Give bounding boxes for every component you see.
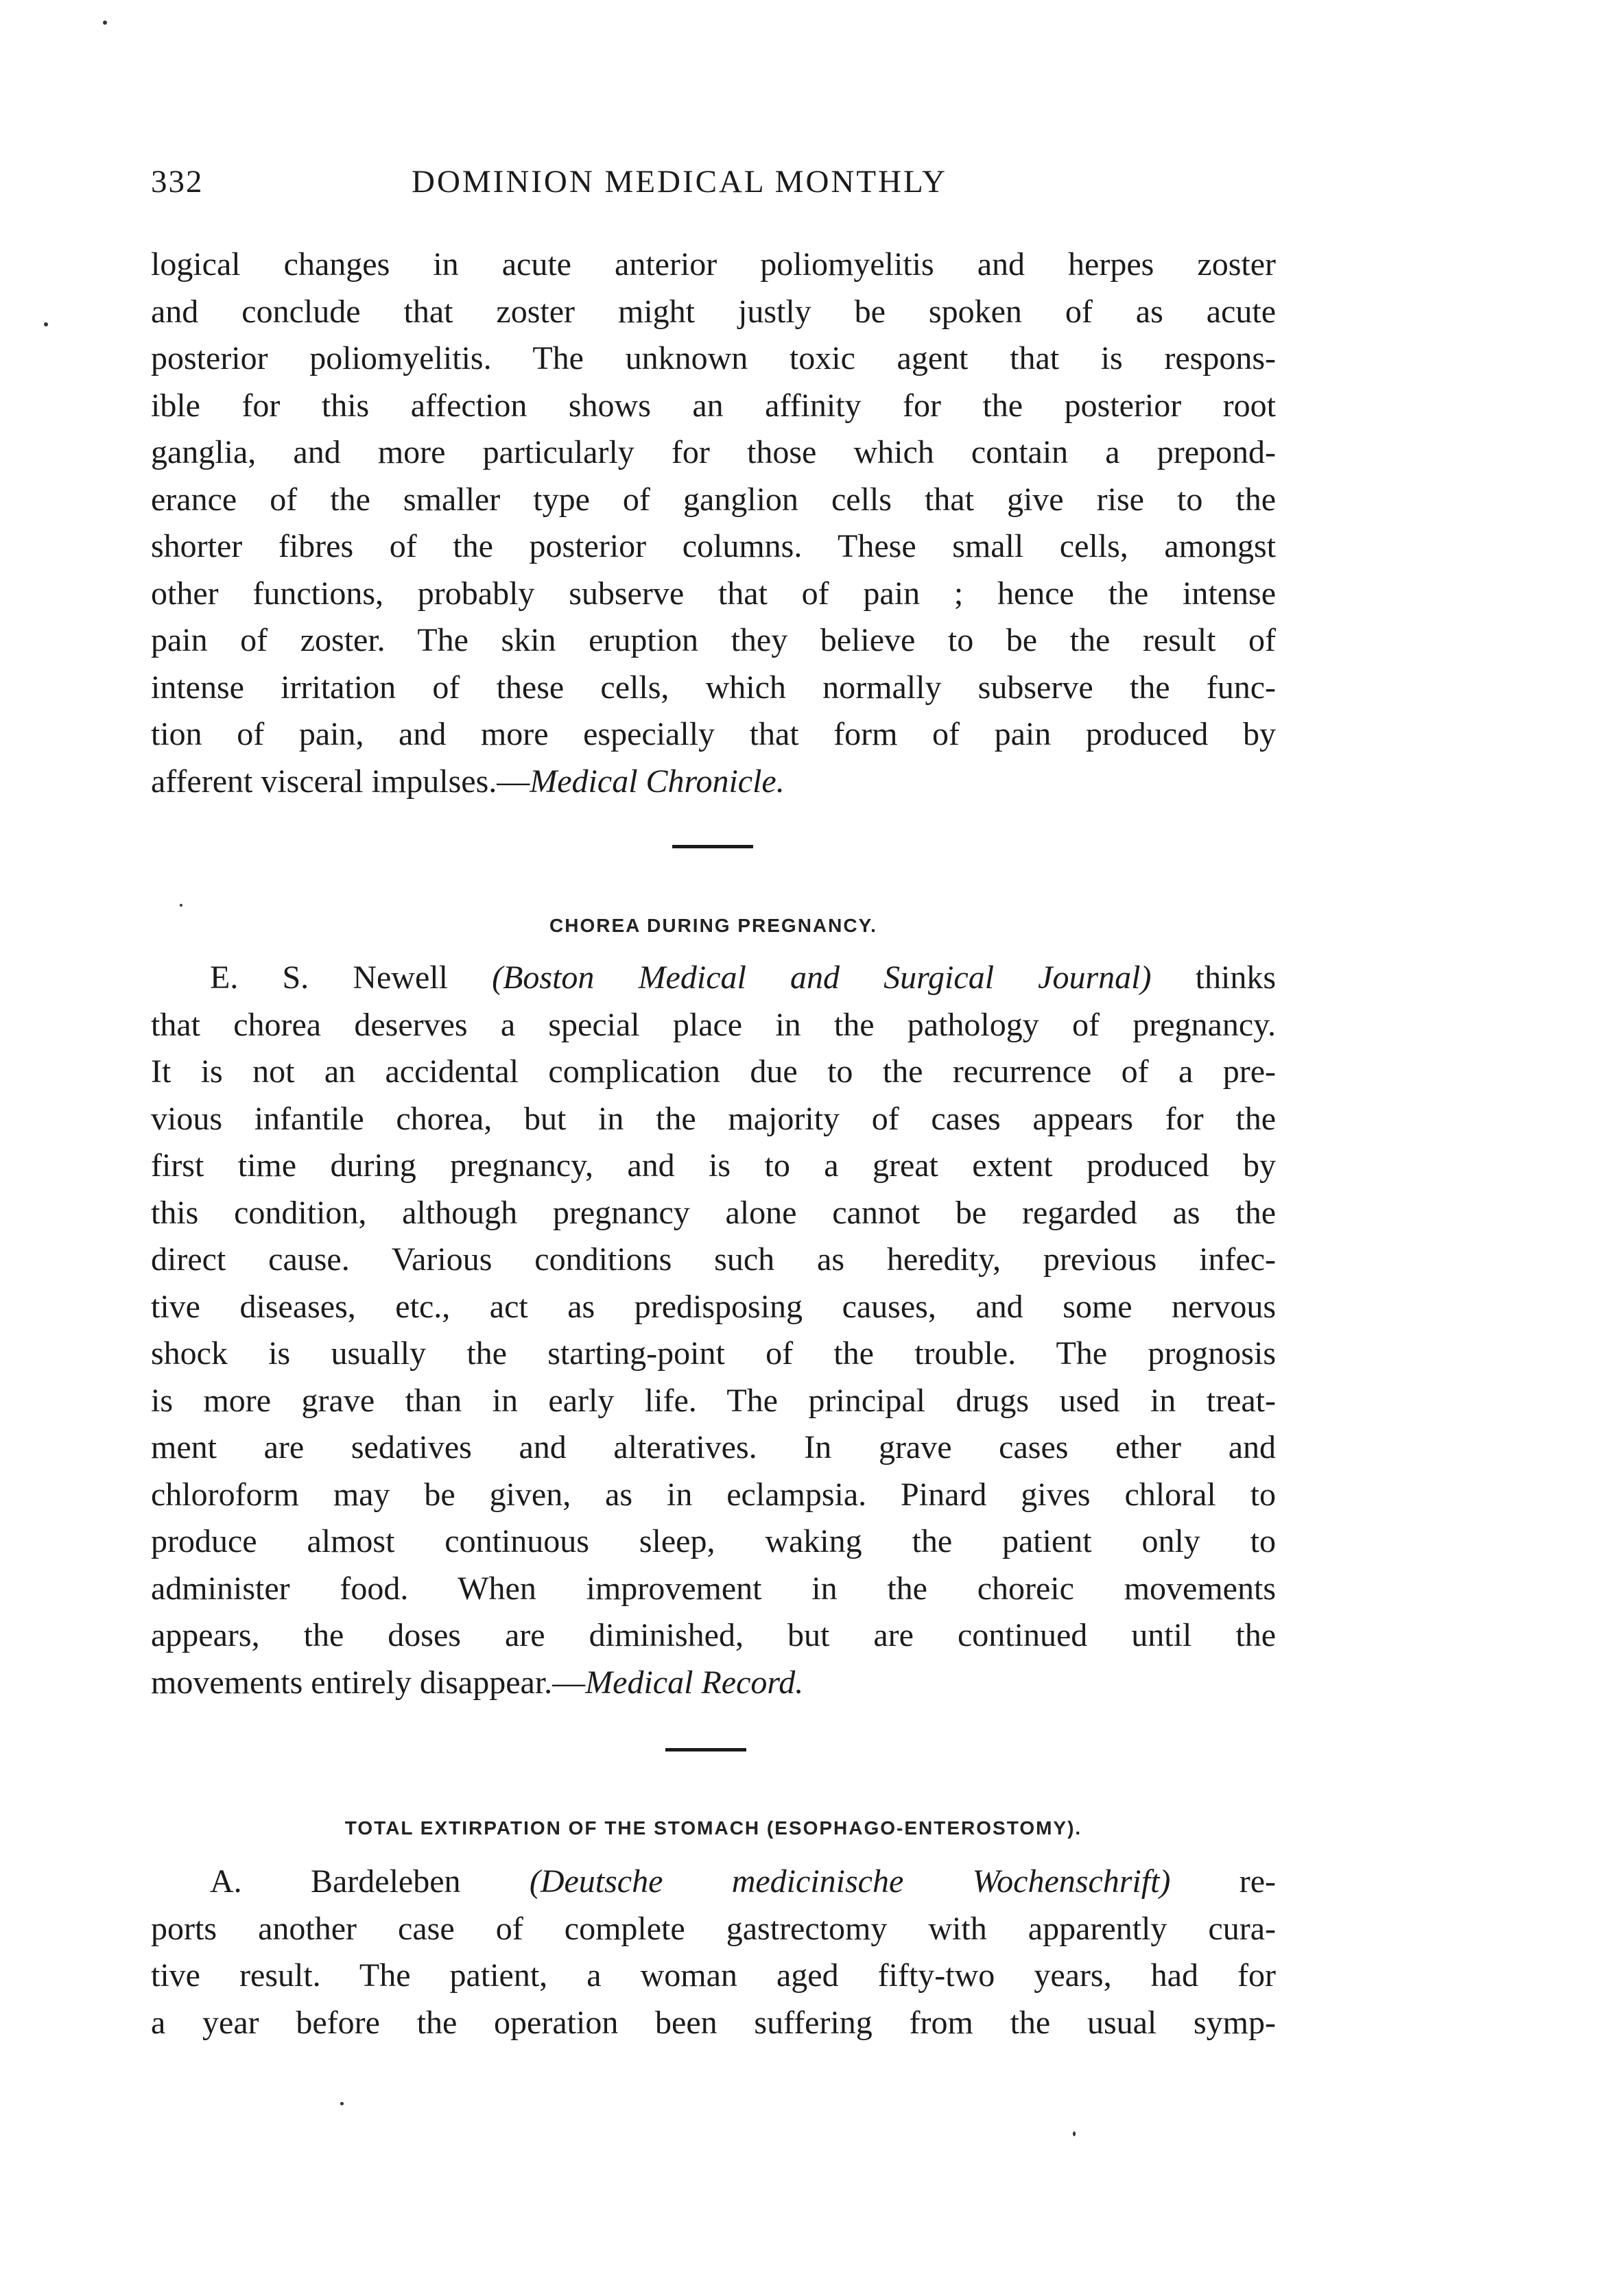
page-number: 332 [151, 164, 204, 200]
text-line: ible for this affection shows an affinity for the posterior root [151, 387, 1276, 424]
journal-name: (Boston Medical and Surgical Journal) [492, 959, 1152, 996]
text-line: shock is usually the starting-point of the trouble. The prognosis [151, 1335, 1276, 1372]
paragraph-gastrectomy [151, 1858, 1276, 2046]
journal-name: (Deutsche medicinische Wochenschrift) [529, 1863, 1171, 1900]
paragraph-chorea [151, 955, 1276, 1706]
text-line: posterior poliomyelitis. The unknown toxic agent that is respons- [151, 340, 1276, 376]
text-line: intense irritation of these cells, which normally subserve the func- [151, 669, 1276, 706]
text-line: ment are sedatives and alteratives. In grave cases ether and [151, 1429, 1276, 1466]
source-citation: Medical Record. [585, 1664, 804, 1701]
text-line: first time during pregnancy, and is to a great extent produced by [151, 1147, 1276, 1184]
text-line: ports another case of complete gastrectomy with apparently cura- [151, 1910, 1276, 1947]
text-line: shorter fibres of the posterior columns. These small cells, amongst [151, 528, 1276, 564]
text-line: administer food. When improvement in the choreic movements [151, 1570, 1276, 1607]
text-fragment: thinks [1151, 959, 1276, 996]
section-divider [665, 1748, 746, 1751]
text-line: chloroform may be given, as in eclampsia. Pinard gives chloral to [151, 1476, 1276, 1513]
text-line: a year before the operation been suffering from the usual symp- [151, 2004, 1276, 2041]
scan-speck [340, 2102, 344, 2105]
text-line: logical changes in acute anterior poliomyelitis and herpes zoster [151, 246, 1276, 283]
scan-speck [44, 322, 48, 326]
text-line: tive result. The patient, a woman aged fifty-two years, had for [151, 1957, 1276, 1994]
text-line: appears, the doses are diminished, but are continued until the [151, 1617, 1276, 1653]
text-fragment: re- [1170, 1863, 1276, 1900]
text-line: ganglia, and more particularly for those which contain a prepond- [151, 434, 1276, 470]
text-line: other functions, probably subserve that of pain ; hence the intense [151, 575, 1276, 612]
author-name: A. Bardeleben [210, 1863, 530, 1900]
text-line: direct cause. Various conditions such as heredity, previous infec- [151, 1241, 1276, 1278]
text-fragment: movements entirely disappear.— [151, 1664, 586, 1701]
text-line-last [151, 758, 1276, 806]
text-line: produce almost continuous sleep, waking the patient only to [151, 1523, 1276, 1559]
section-heading-chorea: CHOREA DURING PREGNANCY. [549, 915, 877, 936]
text-line: this condition, although pregnancy alone cannot be regarded as the [151, 1194, 1276, 1231]
text-fragment: afferent visceral impulses.— [151, 763, 530, 800]
text-line-first [151, 955, 1276, 1002]
paragraph-poliomyelitis [151, 241, 1276, 805]
scan-speck [103, 21, 107, 25]
text-line: erance of the smaller type of ganglion cells that give rise to the [151, 481, 1276, 518]
text-line: is more grave than in early life. The principal drugs used in treat- [151, 1382, 1276, 1419]
author-name: E. S. Newell [210, 959, 493, 996]
text-line: and conclude that zoster might justly be spoken of as acute [151, 293, 1276, 330]
section-heading-gastrectomy: TOTAL EXTIRPATION OF THE STOMACH (ESOPHAGO-ENTEROSTOMY). [344, 1817, 1082, 1839]
text-line: pain of zoster. The skin eruption they believe to be the result of [151, 622, 1276, 658]
scan-speck [180, 904, 182, 907]
page-header [151, 163, 1276, 211]
text-line: tive diseases, etc., act as predisposing causes, and some nervous [151, 1288, 1276, 1325]
text-line: It is not an accidental complication due to the recurrence of a pre- [151, 1053, 1276, 1090]
scan-speck [1073, 2131, 1076, 2136]
text-line: vious infantile chorea, but in the majority of cases appears for the [151, 1100, 1276, 1137]
section-divider [672, 845, 753, 848]
text-line-first [151, 1858, 1276, 1906]
text-line: tion of pain, and more especially that form of pain produced by [151, 716, 1276, 752]
running-title: DOMINION MEDICAL MONTHLY [412, 164, 947, 200]
text-line-last [151, 1660, 1276, 1707]
text-line: that chorea deserves a special place in the pathology of pregnancy. [151, 1006, 1276, 1043]
source-citation: Medical Chronicle. [530, 763, 785, 800]
